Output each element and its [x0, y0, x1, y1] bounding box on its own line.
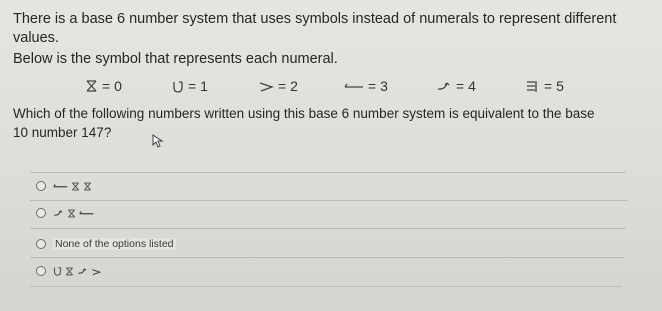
option-separator [30, 172, 626, 173]
symbol-legend [0, 78, 662, 102]
hourglass-x-symbol-icon [65, 267, 74, 276]
numeral-4 [436, 78, 476, 94]
hourglass-x-symbol-icon [67, 209, 76, 218]
triple-bar-arrow-symbol-icon [526, 80, 540, 93]
radio-button[interactable] [36, 266, 46, 276]
question-text [13, 10, 653, 69]
radio-button[interactable] [36, 239, 46, 249]
numeral-0-value: = 0 [102, 78, 122, 94]
numeral-2 [258, 78, 298, 94]
option-separator [30, 286, 622, 287]
hourglass-x-symbol-icon [83, 182, 92, 191]
question-line-1: There is a base 6 number system that uses symbols instead of numerals to represent different values. [13, 11, 617, 46]
numeral-5-value: = 5 [544, 78, 564, 94]
numeral-5 [526, 78, 564, 94]
prompt-text [13, 104, 643, 142]
radio-button[interactable] [36, 208, 46, 218]
numeral-1-value: = 1 [188, 78, 208, 94]
option-a-symbols [53, 181, 95, 191]
angle-arrow-symbol-icon [258, 80, 274, 92]
curved-arrow-symbol-icon [436, 80, 452, 92]
hourglass-x-symbol-icon [85, 80, 98, 92]
prompt-line-1: Which of the following numbers written using this base 6 number system is equivalent to the base [13, 106, 595, 121]
hourglass-x-symbol-icon [71, 182, 80, 191]
prompt-line-2: 10 number 147? [13, 125, 112, 140]
option-separator [30, 200, 628, 201]
radio-button[interactable] [36, 181, 46, 191]
mouse-pointer-icon [152, 134, 164, 148]
curved-arrow-symbol-icon [53, 208, 64, 218]
answer-option-b[interactable] [36, 208, 97, 218]
hooked-dash-symbol-icon [344, 80, 364, 92]
angle-arrow-symbol-icon [91, 267, 101, 276]
curved-u-symbol-icon [53, 266, 62, 276]
answer-option-c[interactable] [36, 238, 176, 250]
question-line-2: Below is the symbol that represents each numeral. [13, 51, 338, 67]
hooked-dash-symbol-icon [53, 181, 68, 191]
curved-arrow-symbol-icon [77, 266, 88, 276]
answer-option-d[interactable] [36, 266, 104, 276]
option-separator [30, 257, 624, 258]
numeral-2-value: = 2 [278, 78, 298, 94]
answer-option-a[interactable] [36, 181, 95, 191]
option-c-label: None of the options listed [55, 238, 174, 250]
curved-u-symbol-icon [172, 80, 184, 93]
option-d-symbols [53, 266, 104, 276]
hooked-dash-symbol-icon [79, 208, 94, 218]
numeral-1 [172, 78, 208, 94]
numeral-0 [85, 78, 122, 94]
option-separator [30, 228, 626, 229]
numeral-3-value: = 3 [368, 78, 388, 94]
numeral-4-value: = 4 [456, 78, 476, 94]
option-b-symbols [53, 208, 97, 218]
numeral-3 [344, 78, 388, 94]
